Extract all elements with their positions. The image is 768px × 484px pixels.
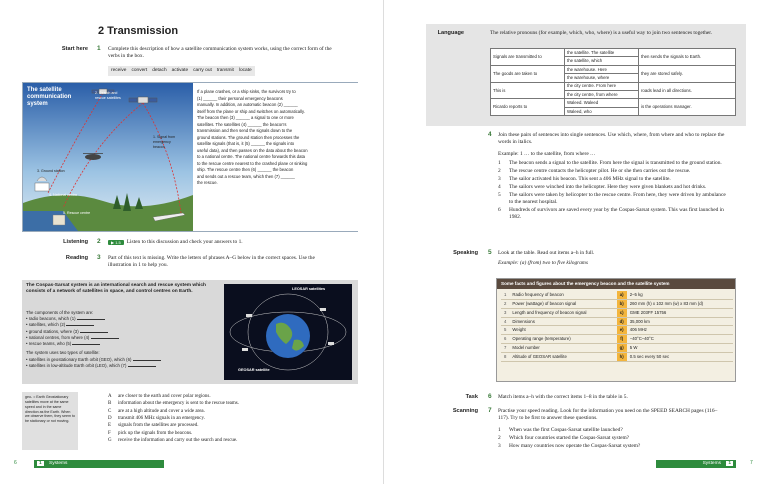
paragraph-line: useful data), and then passes on the data about the beacon (197, 147, 308, 153)
row-number: 7 (501, 343, 509, 352)
facts-row (501, 343, 733, 352)
unit-footer-bar (34, 460, 164, 468)
paragraph-line: manually. In addition, an automatic beacon (2) ______ (197, 102, 298, 107)
relative-clause: the warehouse, where (567, 74, 610, 80)
component-text: radio beacons, which (1) (28, 316, 76, 322)
exercise-number: 2 (97, 238, 101, 245)
phrase-letter: A (108, 394, 112, 399)
exercise-number: 7 (488, 407, 492, 414)
sentence-pair: the satellite. The satellite (565, 49, 638, 57)
component-item: • ground stations, where (3) (26, 329, 222, 335)
speaking-example: Example: (a) (from) two to five kilograms (498, 260, 588, 266)
word: convert (131, 68, 148, 73)
row-number: 6 (501, 335, 509, 344)
phrase-text: information about the emergency is sent to the rescue teams. (118, 401, 239, 407)
geo-note: geo- = Earth Geostationary satellites move at the same speed and in the same direction as the Earth. When we observe them, they seem to be stationary or not moving. (22, 392, 78, 450)
row-number: 4 (501, 317, 509, 326)
listening-label: Listening (63, 239, 88, 245)
leosar-label: LEOSAR satellites (292, 287, 326, 291)
callout-label: 2. Search and rescue satellites (95, 91, 121, 100)
callout-label: 3. Ground station (37, 169, 65, 173)
geosar-label: GEOSAR satellite (238, 368, 270, 372)
exercise-number: 4 (488, 131, 492, 138)
answer-blank[interactable] (91, 335, 119, 339)
item-number: 2 (498, 167, 501, 174)
paragraph-line: transmission and then send the signals down to the (197, 128, 293, 133)
row-label: Model number (509, 343, 616, 352)
exercise-number: 3 (97, 254, 101, 261)
exercise-instruction: Join these pairs of sentences into single sentences. Use which, where, from where and who to replace the words in italics. (498, 132, 725, 146)
row-start: This is (491, 82, 565, 99)
item-number: 3 (498, 442, 501, 449)
word: detach (152, 68, 167, 73)
satellite-item: • satellites in geostationary Earth orbit (GEO), which (6) (26, 357, 222, 363)
item-number: 6 (498, 206, 501, 213)
audio-track-badge[interactable]: ▶ 1.5 (108, 240, 124, 245)
answer-blank[interactable] (128, 363, 156, 367)
answer-blank[interactable] (133, 357, 161, 361)
phrase-item (108, 438, 348, 445)
item-number: 3 (498, 175, 501, 182)
paragraph-line: the rescue. (197, 180, 218, 185)
unit-number: 1 (39, 461, 42, 466)
sentence-item (498, 160, 730, 167)
callout-label: 5. Rescue centre (63, 211, 91, 215)
audio-track-number: 1.5 (115, 239, 121, 245)
language-row (491, 49, 736, 66)
row-label: Weight (509, 326, 616, 335)
sentence-pair: Waleed. Waleed (565, 99, 638, 107)
relative-clause: the city centre, from where (567, 91, 618, 97)
paragraph-line: (1) ______ their personal emergency beacons (197, 95, 283, 101)
exercise-example: Example: 1 … to the satellite, from where … (498, 151, 596, 157)
row-value: 35,000 km (627, 317, 733, 326)
word: activate (171, 68, 189, 73)
facts-row (501, 352, 733, 361)
speaking-instruction: Look at the table. Read out items a–h in full. (498, 250, 595, 256)
sentence-pair: the city centre. From here (565, 83, 638, 91)
row-middle (565, 99, 639, 116)
exercise-number: 5 (488, 249, 492, 256)
satellite-item: • satellites in low-altitude Earth orbit (LEO), which (7) (26, 363, 222, 369)
row-end: is the operations manager. (639, 99, 736, 116)
row-middle (565, 65, 639, 82)
row-number: 8 (501, 352, 509, 361)
row-label: Operating range (temperature) (509, 335, 616, 344)
row-value: GME 203FF 15756 (627, 308, 733, 317)
answer-blank[interactable] (80, 329, 108, 333)
row-start: The goods are taken to (491, 65, 565, 82)
item-number: 5 (498, 191, 501, 198)
row-key: f) (617, 335, 627, 344)
answer-blank[interactable] (66, 322, 94, 326)
row-key: h) (617, 352, 627, 361)
item-text: The sailor activated his beacon. This sent a 406 MHz signal to the satellite. (509, 175, 671, 182)
component-item: • satellites, which (2) (26, 322, 222, 328)
scanning-instruction: Practise your speed reading. Look for the information you need on the SPEED SEARCH pages (116–117). Try to be first to answer these questions. (498, 408, 718, 422)
satellite-icon (242, 348, 248, 351)
phrase-text: receive the information and carry out the search and rescue. (118, 438, 238, 444)
phrase-letter: G (108, 438, 112, 444)
question-item (498, 427, 730, 434)
component-text: national centres, from where (4) (28, 334, 90, 340)
callout-label: 4. National centre (49, 193, 78, 197)
answer-blank[interactable] (72, 341, 100, 345)
facts-row (501, 326, 733, 335)
row-value: 260 mm (h) x 102 mm (w) x 83 mm (d) (627, 299, 733, 308)
phrase-letter: F (108, 430, 111, 436)
unit-name: Systems (702, 461, 721, 466)
row-key: d) (617, 317, 627, 326)
language-row (491, 65, 736, 82)
item-number: 1 (498, 160, 501, 166)
task-label: Task (465, 394, 478, 400)
row-middle (565, 82, 639, 99)
row-label: Length and frequency of beacon signal (509, 308, 616, 317)
row-key: c) (617, 308, 627, 317)
paragraph-line: satellites. The satellites (4) ______ the beacon's (197, 121, 287, 127)
row-number: 1 (501, 291, 509, 299)
phrase-text: are at a high altitude and cover a wide area. (118, 408, 205, 414)
satellites-intro: The system uses two types of satellite: (26, 350, 100, 356)
building-icon (53, 215, 65, 225)
row-start: Ricardo reports to (491, 99, 565, 116)
exercise-number: 6 (488, 393, 492, 400)
exercise-instruction: Complete this description of how a satellite communication system works, using the correct form of the verbs in the box. (108, 46, 332, 60)
satellite-text: satellites in geostationary Earth orbit (GEO), which (6) (28, 356, 132, 362)
item-text: When was the first Cospas-Sarsat satellite launched? (509, 427, 623, 433)
phrase-item (108, 409, 348, 416)
row-label: Power (wattage) of beacon signal (509, 299, 616, 308)
satellite-icon (246, 314, 252, 317)
facts-row (501, 308, 733, 317)
paragraph-line: The beacon then (3) ______ a signal to one or more (197, 115, 294, 120)
word: receive (111, 68, 127, 73)
row-label: Altitude of GEOSAR satellite (509, 352, 616, 361)
phrase-letter: E (108, 423, 112, 429)
satellite-icon (129, 97, 157, 103)
language-box (426, 24, 746, 126)
item-text: The rescue centre contacts the helicopter pilot. He or she then carries out the rescue. (509, 167, 691, 174)
phrase-item (108, 394, 348, 401)
listening-text: Listen to this discussion and check your answers to 1. (126, 239, 243, 245)
phrase-letter: C (108, 408, 112, 414)
row-key: g) (617, 343, 627, 352)
row-label: Dimensions (509, 317, 616, 326)
phrase-letter: D (108, 416, 112, 422)
phrase-item (108, 431, 348, 438)
item-text: The sailors were winched into the helicopter. Here they were given blankets and hot drinks. (509, 183, 707, 190)
unit-number: 1 (728, 461, 731, 466)
phrase-text: pick up the signals from the beacons. (118, 430, 193, 436)
relative-pronoun-table (490, 48, 736, 116)
item-text: How many countries now operate the Cospas-Sarsat system? (509, 442, 641, 449)
facts-row (501, 317, 733, 326)
question-item (498, 443, 730, 450)
satellite-orbit-image (224, 284, 352, 380)
cospas-sarsat-box (22, 280, 358, 384)
row-key: a) (617, 291, 627, 299)
component-text: rescue teams, who (5) (28, 341, 72, 347)
item-number: 1 (498, 427, 501, 433)
row-value: 0.5 sec every 50 sec (627, 352, 733, 361)
word: transmit (216, 68, 234, 73)
right-page (384, 0, 768, 484)
component-item: • rescue teams, who (5) (26, 341, 222, 347)
sentence-list (498, 160, 730, 222)
satellite-illustration (22, 82, 358, 232)
sentence-item (498, 184, 730, 191)
satellite-icon (320, 308, 326, 311)
language-intro: The relative pronouns (for example, which, who, where) is a useful way to join two sentences together. (490, 30, 713, 36)
facts-row (501, 335, 733, 344)
paragraph-line: ship. The rescue centre then (6) ______ the beacon (197, 167, 294, 172)
phrase-text: are closer to the earth and cover polar regions. (118, 394, 211, 399)
facts-row (501, 299, 733, 308)
sentence-item (498, 192, 730, 207)
component-text: satellites, which (2) (28, 322, 66, 328)
scanning-label: Scanning (452, 408, 478, 414)
sentence-pair: the warehouse. Here (565, 66, 638, 74)
item-text: The sailors were taken by helicopter to the rescue centre. From here, they were driven by ambulance to the nearest hospital. (509, 191, 726, 205)
phrase-letter: B (108, 401, 112, 407)
component-item: • national centres, from where (4) (26, 335, 222, 341)
task-instruction: Match items a–h with the correct items 1–8 in the table in 5. (498, 394, 628, 400)
question-item (498, 435, 730, 442)
component-text: ground stations, where (3) (28, 328, 79, 334)
facts-table (501, 291, 733, 361)
answer-blank[interactable] (77, 316, 105, 320)
phrase-text: transmit 406 MHz signals in an emergency. (118, 416, 205, 422)
components-intro: The components of the system are: (26, 310, 94, 315)
unit-footer-bar (656, 460, 736, 468)
illustration-paragraph (193, 83, 358, 231)
page-number: 6 (14, 460, 17, 466)
start-here-label: Start here (61, 46, 88, 52)
language-label: Language (437, 30, 464, 36)
phrase-item (108, 423, 348, 430)
facts-table-header: Some facts and figures about the emergency beacon and the satellite system (497, 279, 735, 289)
reading-label: Reading (65, 255, 88, 261)
item-text: The beacon sends a signal to the satellite. From here the signal is transmitted to the ground station. (509, 160, 722, 166)
row-value: 2–5 kg (627, 291, 733, 299)
paragraph-line: and sends out a rescue team, which then (7) ______ (197, 173, 295, 179)
speaking-label: Speaking (453, 250, 478, 256)
cospas-body (26, 310, 222, 369)
phrase-list (108, 394, 348, 445)
earth-orbit-drawing (224, 284, 352, 380)
listening-instruction (108, 239, 338, 246)
paragraph-line: itself from the plane or ship and switches on automatically. (197, 108, 305, 114)
unit-title: 2 Transmission (98, 25, 179, 37)
row-value: 406 MHz (627, 326, 733, 335)
paragraph-line: If a plane crashes, or a ship sinks, the survivors try to (197, 89, 296, 94)
row-end: then sends the signals to Earth. (639, 49, 736, 66)
sentence-item (498, 168, 730, 175)
paragraph-line: satellite signals (that is, it (5) ______ the signals into (197, 141, 295, 146)
paragraph-line: to a national centre. The national centre forwards this data (197, 154, 305, 159)
satellite-text: satellites in low-altitude Earth orbit (LEO), which (7) (28, 362, 127, 368)
row-end: they are stored safely. (639, 65, 736, 82)
row-middle (565, 49, 639, 66)
component-item: • radio beacons, which (1) (26, 316, 222, 322)
paragraph-line: ground stations. The ground station then processes the (197, 134, 300, 140)
item-text: Hundreds of survivors are saved every year by the Cospas-Sarsat system. This was first launched in 1982. (509, 206, 724, 221)
question-list (498, 427, 730, 451)
row-number: 2 (501, 299, 509, 308)
row-value: −40°C–40°C (627, 335, 733, 344)
phrase-item (108, 401, 348, 408)
satellite-icon (328, 342, 334, 345)
sentence-item (498, 207, 730, 222)
row-end: roads lead in all directions. (639, 82, 736, 99)
relative-clause: Waleed, who (567, 108, 592, 114)
row-number: 3 (501, 308, 509, 317)
row-value: 5 W (627, 343, 733, 352)
item-number: 2 (498, 434, 501, 441)
phrase-item (108, 416, 348, 423)
paragraph-line: to the rescue centre nearest to the crashed plane or sinking (197, 160, 308, 166)
row-key: e) (617, 326, 627, 335)
word-box (108, 66, 255, 76)
row-number: 5 (501, 326, 509, 335)
exercise-number: 1 (97, 45, 101, 52)
item-text: Which four countries started the Cospas-Sarsat system? (509, 434, 630, 441)
unit-name: Systems (49, 461, 68, 466)
row-label: Radio frequency of beacon (509, 291, 616, 299)
relative-clause: the satellite, which (567, 58, 603, 64)
word: carry out (193, 68, 212, 73)
word: locate (238, 68, 252, 73)
page-number: 7 (750, 460, 753, 466)
item-number: 4 (498, 183, 501, 190)
facts-table-panel (496, 278, 736, 382)
illustration-title: The satellite communication system (27, 87, 72, 107)
language-row (491, 99, 736, 116)
facts-row (501, 291, 733, 299)
language-row (491, 82, 736, 99)
row-key: b) (617, 299, 627, 308)
cospas-heading: The Cospas-Sarsat system is an international search and rescue system which consists of a network of satellites in space, and control centres on Earth. (26, 283, 206, 295)
phrase-text: signals from the satellites are processed. (118, 423, 199, 429)
reading-instruction: Part of this text is missing. Write the letters of phrases A–G below in the correct spaces. Use the illustration in 1 to help you. (108, 255, 315, 269)
sentence-item (498, 176, 730, 183)
row-start: Signals are transmitted to (491, 49, 565, 66)
callout-label: 1. Signal from emergency beacon (153, 135, 176, 149)
